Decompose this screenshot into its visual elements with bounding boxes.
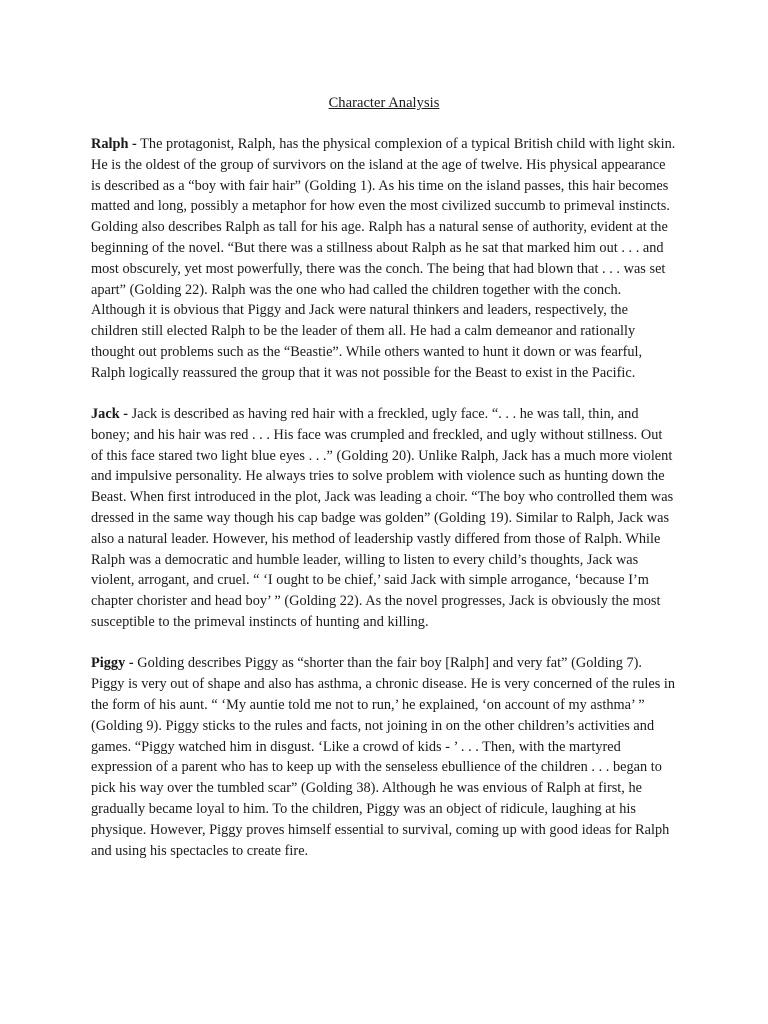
section-ralph-text: The protagonist, Ralph, has the physical complexion of a typical British child with light skin. He is the oldest of the group of survivors on the island at the age of twelve. His physical appearance is described as a “boy with fair hair” (Golding 1). As his time on the island passes, this hair becomes matted and long, possibly a metaphor for how even the most civilized succumb to primeval instincts. Golding also describes Ralph as tall for his age. Ralph has a natural sense of authority, evident at the beginning of the novel. “But there was a stillness about Ralph as he sat that marked him out . . . and most obscurely, yet most powerfully, there was the conch. The being that had blown that . . . was set apart” (Golding 22). Ralph was the one who had called the children together with the conch. Although it is obvious that Piggy and Jack were natural thinkers and leaders, respectively, the children still elected Ralph to be the leader of them all. He had a calm demeanor and rationally thought out problems such as the “Beastie”. While others wanted to hunt it down or was fearful, Ralph logically reassured the group that it was not possible for the Beast to exist in the Pacific. [91,136,676,381]
section-piggy-name: Piggy - [91,655,134,672]
section-ralph [91,134,677,384]
section-jack [91,404,677,633]
section-piggy-text: Golding describes Piggy as “shorter than the fair boy [Ralph] and very fat” (Golding 7). Piggy is very out of shape and also has asthma, a chronic disease. He is very concerned of the rules in the form of his aunt. “ ‘My auntie told me not to run,’ he explained, ‘on account of my asthma’ ” (Golding 9). Piggy sticks to the rules and facts, not joining in on the other children’s activities and games. “Piggy watched him in disgust. ‘Like a crowd of kids - ’ . . . Then, with the martyred expression of a parent who has to keep up with the senseless ebullience of the children . . . began to pick his way over the tumbled scar” (Golding 38). Although he was envious of Ralph at first, he gradually became loyal to him. To the children, Piggy was an object of ridicule, laughing at his physique. However, Piggy proves himself essential to survival, coming up with good ideas for Ralph and using his spectacles to create fire. [91,655,676,859]
section-jack-name: Jack - [91,406,129,423]
section-piggy [91,653,677,861]
page-title: Character Analysis [328,95,440,111]
section-jack-text: Jack is described as having red hair with a freckled, ugly face. “. . . he was tall, thin, and boney; and his hair was red . . . His face was crumpled and freckled, and ugly without stillness. Out of this face stared two light blue eyes . . .” (Golding 20). Unlike Ralph, Jack has a much more violent and impulsive personality. He always tries to solve problem with violence such as hunting down the Beast. When first introduced in the plot, Jack was leading a choir. “The boy who controlled them was dressed in the same way though his cap badge was golden” (Golding 19). Similar to Ralph, Jack was also a natural leader. However, his method of leadership vastly differed from those of Ralph. While Ralph was a democratic and humble leader, willing to listen to every child’s thoughts, Jack was violent, arrogant, and cruel. “ ‘I ought to be chief,’ said Jack with simple arrogance, ‘because I’m chapter chorister and head boy’ ” (Golding 22). As the novel progresses, Jack is obviously the most susceptible to the primeval instincts of hunting and killing. [91,406,674,631]
section-ralph-name: Ralph - [91,136,137,152]
